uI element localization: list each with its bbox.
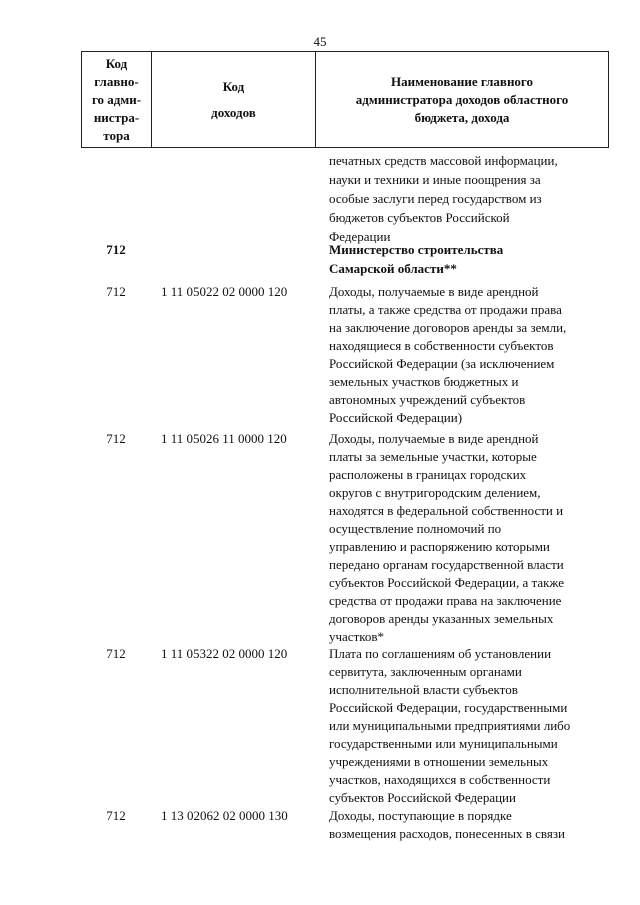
header-admin-code [82,52,152,147]
text-line: Плата по соглашениям об установлении [329,646,552,661]
header-text: го адми- [91,91,142,107]
page-number: 45 [313,34,327,49]
text-line: науки и техники и иные поощрения за [329,172,541,187]
text-line: Доходы, поступающие в порядке [329,808,512,823]
income-code: 1 13 02062 02 0000 130 [161,808,288,823]
text-line: сервитута, заключенным органами [329,664,522,679]
income-name [329,283,619,427]
text-line: средства от продажи права на заключение [329,593,562,608]
text-line: участков* [329,629,385,644]
admin-code: 712 [106,646,126,661]
income-name [329,240,619,278]
income-name [329,645,619,807]
text-line: на заключение договоров аренды за земли, [329,320,567,335]
text-line: автономных учреждений субъектов [329,392,526,407]
text-line: передано органам государственной власти [329,557,564,572]
income-name [329,807,619,843]
text-line: Доходы, получаемые в виде арендной [329,431,539,446]
header-text: Наименование главного [390,73,534,89]
header-income-code [152,52,316,147]
header-text: Код [222,78,245,94]
text-line: участков, находящихся в собственности [329,772,551,787]
text-line: учреждениями в отношении земельных [329,754,549,769]
header-text: доходов [211,104,256,120]
header-text: Код [105,55,128,71]
header-name [316,52,608,147]
admin-code: 712 [106,431,126,446]
text-line: печатных средств массовой информации, [329,153,558,168]
text-line: договоров аренды указанных земельных [329,611,554,626]
text-line: земельных участков бюджетных и [329,374,519,389]
text-line: государственными или муниципальными [329,736,558,751]
header-text: главно- [94,73,139,89]
text-line: Самарской области** [329,261,457,276]
income-code: 1 11 05022 02 0000 120 [161,284,288,299]
header-text: бюджета, дохода [414,109,510,125]
header-text: администратора доходов областного [355,91,569,107]
text-line: особые заслуги перед государством из [329,191,542,206]
text-line: Доходы, получаемые в виде арендной [329,284,539,299]
text-line: Министерство строительства [329,242,504,257]
text-line: исполнительной власти субъектов [329,682,518,697]
text-line: Российской Федерации, государственными [329,700,568,715]
text-line: округов с внутригородским делением, [329,485,541,500]
text-line: платы, а также средства от продажи права [329,302,562,317]
admin-code: 712 [106,242,126,257]
text-line: осуществление полномочий по [329,521,502,536]
table-header [81,51,609,148]
text-line: Российской Федерации) [329,410,463,425]
text-line: или муниципальными предприятиями либо [329,718,571,733]
income-name [329,430,619,646]
text-line: Российской Федерации (за исключением [329,356,555,371]
text-line: бюджетов субъектов Российской [329,210,510,225]
header-text: тора [103,127,130,143]
text-line: Федерации [329,229,391,244]
text-line: субъектов Российской Федерации, а также [329,575,564,590]
text-line: возмещения расходов, понесенных в связи [329,826,565,841]
text-line: платы за земельные участки, которые [329,449,537,464]
admin-code: 712 [106,808,126,823]
text-line: находящиеся в собственности субъектов [329,338,554,353]
header-text: нистра- [93,109,140,125]
income-code: 1 11 05026 11 0000 120 [161,431,287,446]
text-line: субъектов Российской Федерации [329,790,516,805]
income-code: 1 11 05322 02 0000 120 [161,646,288,661]
text-line: находятся в федеральной собственности и [329,503,564,518]
admin-code: 712 [106,284,126,299]
text-line: расположены в границах городских [329,467,527,482]
text-line: управлению и распоряжению которыми [329,539,550,554]
continuation-text [329,151,619,246]
